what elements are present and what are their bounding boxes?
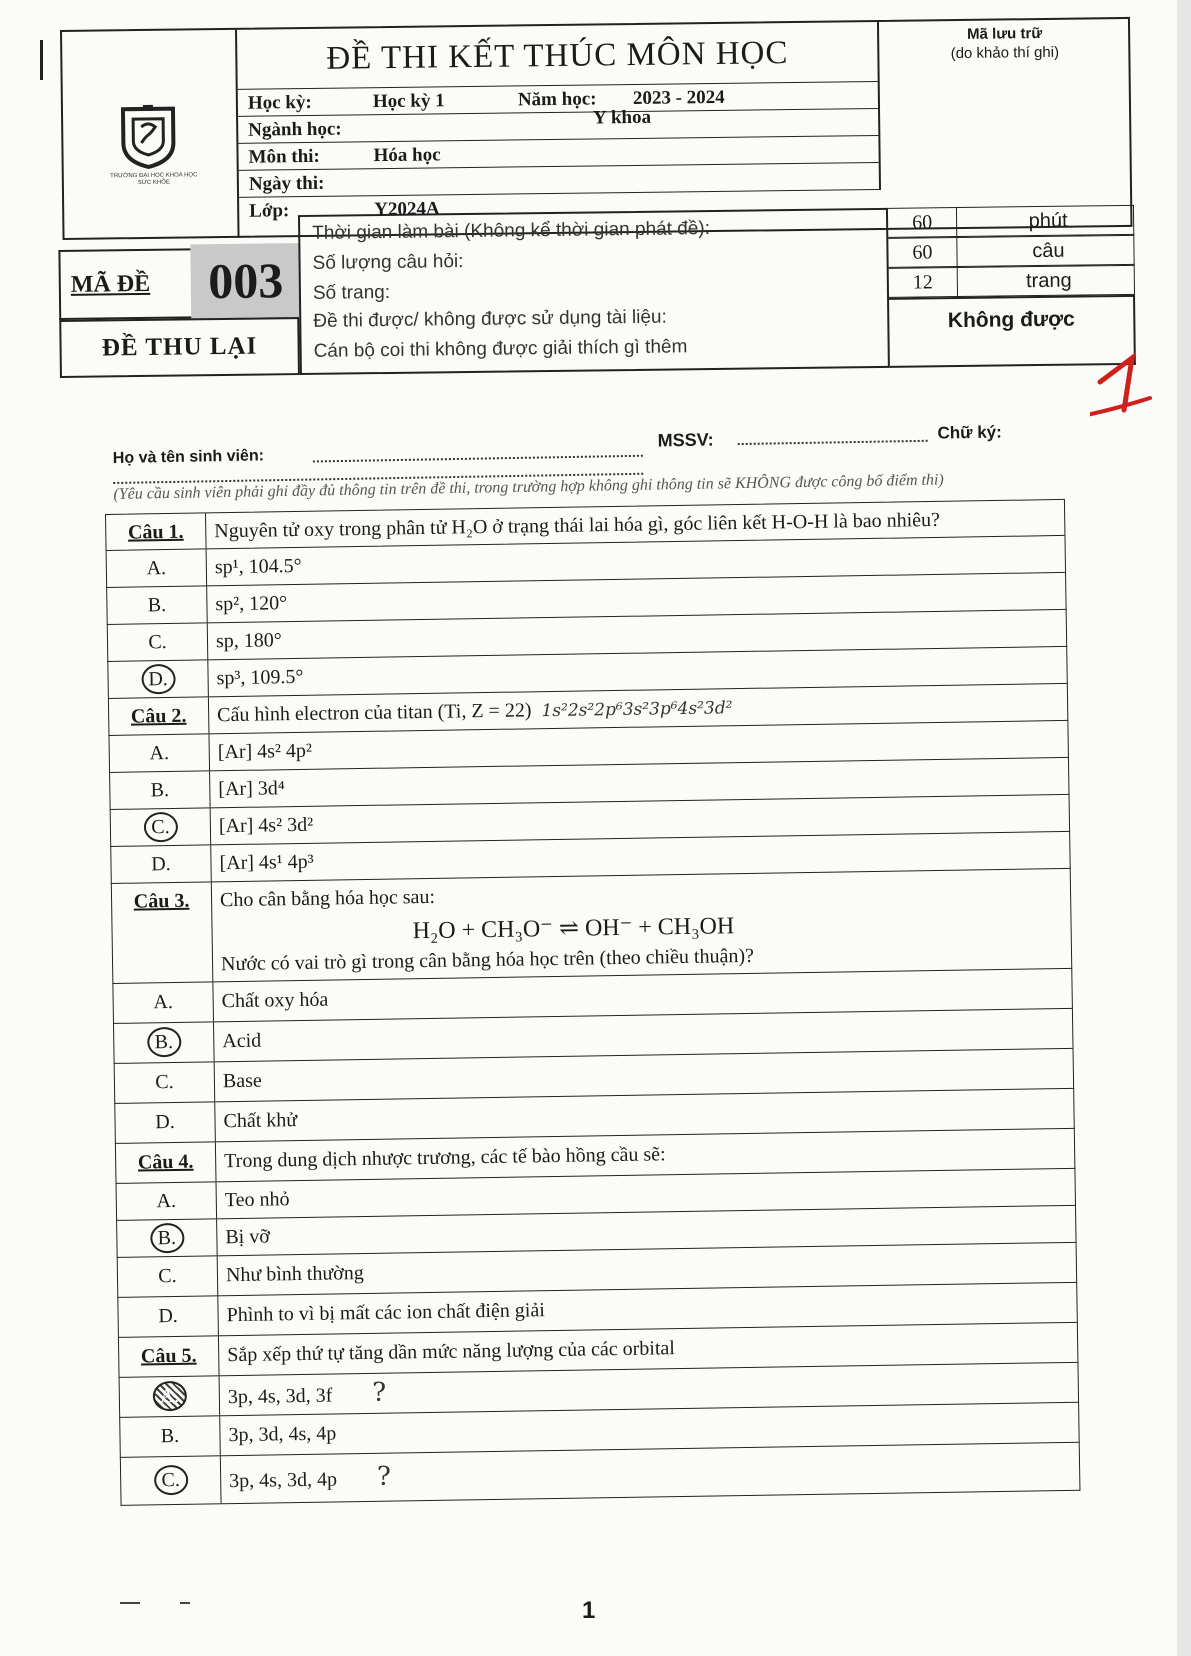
question-text: Trong dung dịch nhược trương, các tế bào hồng cầu sẽ: [224, 1143, 666, 1173]
option-key: C. [115, 1062, 216, 1103]
margin-mark [40, 40, 43, 80]
page-count-unit: trang [1025, 269, 1072, 293]
exam-code-label: MÃ ĐỀ [70, 270, 151, 298]
option-text: Acid [222, 1029, 262, 1053]
option-text: sp¹, 104.5° [214, 554, 302, 579]
student-id-line[interactable] [737, 428, 927, 445]
option-text: [Ar] 4s² 4p² [217, 739, 313, 764]
question-mark: ? [376, 1461, 392, 1492]
option-text: sp³, 109.5° [216, 665, 304, 690]
student-name-line[interactable] [313, 443, 643, 463]
selected-answer-circle: B. [150, 1223, 184, 1254]
option-text: Teo nhỏ [224, 1188, 290, 1212]
time-value: 60 [888, 208, 957, 237]
option-text: sp², 120° [215, 592, 288, 616]
page-number: 1 [582, 1597, 596, 1624]
option-text: [Ar] 4s¹ 4p³ [219, 850, 314, 875]
time-info: Thời gian làm bài (Không kể thời gian phát đề): [312, 218, 711, 244]
question-count-value: 60 [888, 238, 957, 267]
materials-info: Đề thi được/ không được sử dụng tài liệu: [313, 306, 667, 332]
student-info [112, 393, 1113, 503]
page-edge [1177, 0, 1191, 1656]
year-value: 2023 - 2024 [632, 86, 725, 110]
scan-artifact [120, 1602, 140, 1604]
semester-label: Học kỳ: [247, 91, 312, 114]
scan-artifact [180, 1602, 190, 1604]
option-text: 3p, 4s, 3d, 4p [229, 1468, 338, 1493]
student-name-label[interactable]: Họ và tên sinh viên: [112, 447, 265, 467]
question-label: Câu 5. [119, 1336, 220, 1377]
logo-caption: TRƯỜNG ĐẠI HỌC KHOA HỌC SỨC KHỎE [110, 172, 198, 187]
option-text: [Ar] 4s² 3d² [218, 813, 314, 838]
option-key: B. [110, 771, 211, 809]
option-key: C. [118, 1256, 219, 1297]
option-text: Chất oxy hóa [221, 988, 329, 1013]
university-logo [62, 30, 240, 240]
chemical-equation: H₂O + CH₃O⁻ ⇌ OH⁻ + CH₃OH [412, 913, 735, 945]
option-key: B. [107, 586, 208, 624]
option-key: D. [115, 1102, 216, 1143]
question-label: Câu 3. [112, 882, 214, 983]
student-info-note: (Yêu cầu sinh viên phải ghi đầy đủ thông tin trên đề thi, trong trường hợp không ghi thông tin sẽ KHÔNG được công bố điểm thi) [113, 471, 944, 503]
selected-answer-circle: D. [141, 664, 175, 695]
option-text: [Ar] 3d⁴ [218, 777, 285, 801]
question-text: Nguyên tử oxy trong phân tử H₂O ở trạng thái lai hóa gì, góc liên kết H-O-H là bao nhiêu? [214, 508, 941, 543]
selected-answer-circle: B. [147, 1027, 181, 1058]
time-value-row [888, 205, 1134, 238]
option-key: D. [111, 845, 212, 883]
question-text: Cấu hình electron của titan (Ti, Z = 22) [217, 699, 532, 727]
question-text-2: Nước có vai trò gì trong cân bằng hóa học trên (theo chiều thuận)? [220, 944, 755, 976]
retake-label: ĐỀ THU LẠI [59, 317, 300, 378]
scribbled-answer-circle: A. [152, 1381, 186, 1412]
selected-answer-circle: C. [143, 812, 177, 843]
option-key: A. [117, 1182, 218, 1220]
option-text: Chất khử [223, 1109, 298, 1133]
option-key: A. [109, 734, 210, 772]
option-text: Bị vỡ [225, 1225, 271, 1249]
class-value: Y2024A [374, 198, 440, 221]
exam-code-value: 003 [190, 243, 301, 318]
question-text: Cho cân bằng hóa học sau: [219, 885, 436, 912]
question-mark: ? [372, 1377, 387, 1408]
option-key: A. [113, 982, 214, 1023]
time-unit: phút [1028, 209, 1068, 233]
archive-code-box [877, 19, 1132, 190]
page-value-row [889, 265, 1135, 298]
exam-info [298, 208, 890, 375]
question-text: Sắp xếp thứ tự tăng dần mức năng lượng của các orbital [227, 1337, 676, 1367]
selected-answer-circle: C. [153, 1465, 187, 1496]
option-text: Phình to vì bị mất các ion chất điện giải [226, 1299, 545, 1327]
question-label: Câu 1. [106, 513, 207, 550]
exam-title: ĐỀ THI KẾT THÚC MÔN HỌC [237, 22, 878, 90]
year-label: Năm học: [517, 88, 597, 111]
major-value: Y khoa [592, 106, 652, 129]
option-key: A. [107, 549, 208, 587]
questions-table [105, 499, 1080, 1506]
page-count-value: 12 [889, 268, 958, 297]
page-count-info: Số trang: [312, 281, 391, 304]
question-count-info: Số lượng câu hỏi: [312, 251, 464, 274]
option-text: Base [222, 1069, 262, 1093]
class-label: Lớp: [249, 200, 290, 222]
option-text: 3p, 3d, 4s, 4p [228, 1422, 337, 1447]
subject-value: Hóa học [373, 144, 441, 167]
option-key: D. [118, 1296, 219, 1337]
signature-label[interactable]: Chữ ký: [937, 422, 1002, 443]
logo-icon [113, 101, 184, 172]
question-label: Câu 2. [109, 697, 210, 735]
archive-note: (do khảo thí ghi) [950, 43, 1060, 63]
semester-value: Học kỳ 1 [372, 90, 445, 113]
handwritten-mark-text: 1 [1136, 372, 1137, 373]
exam-code-box [58, 247, 299, 320]
proctor-info: Cán bộ coi thi không được giải thích gì thêm [313, 336, 688, 362]
subject-label: Môn thi: [248, 145, 320, 168]
question-count-unit: câu [1032, 239, 1065, 263]
question-row [111, 869, 1072, 984]
date-label: Ngày thi: [248, 172, 325, 195]
option-key: B. [120, 1416, 221, 1457]
question-label: Câu 4. [116, 1142, 217, 1183]
option-text: sp, 180° [215, 629, 282, 653]
student-id-label[interactable]: MSSV: [657, 429, 714, 451]
option-text: 3p, 4s, 3d, 3f [227, 1384, 333, 1409]
materials-value: Không được [889, 295, 1136, 368]
major-label: Ngành học: [248, 118, 342, 141]
option-text: Như bình thường [225, 1262, 364, 1287]
option-key: C. [108, 623, 209, 661]
archive-label: Mã lưu trữ [966, 25, 1043, 43]
handwritten-note: 1s²2s²2p⁶3s²3p⁶4s²3d² [541, 698, 733, 722]
question-value-row [888, 235, 1134, 268]
exam-code-block [58, 205, 1140, 380]
